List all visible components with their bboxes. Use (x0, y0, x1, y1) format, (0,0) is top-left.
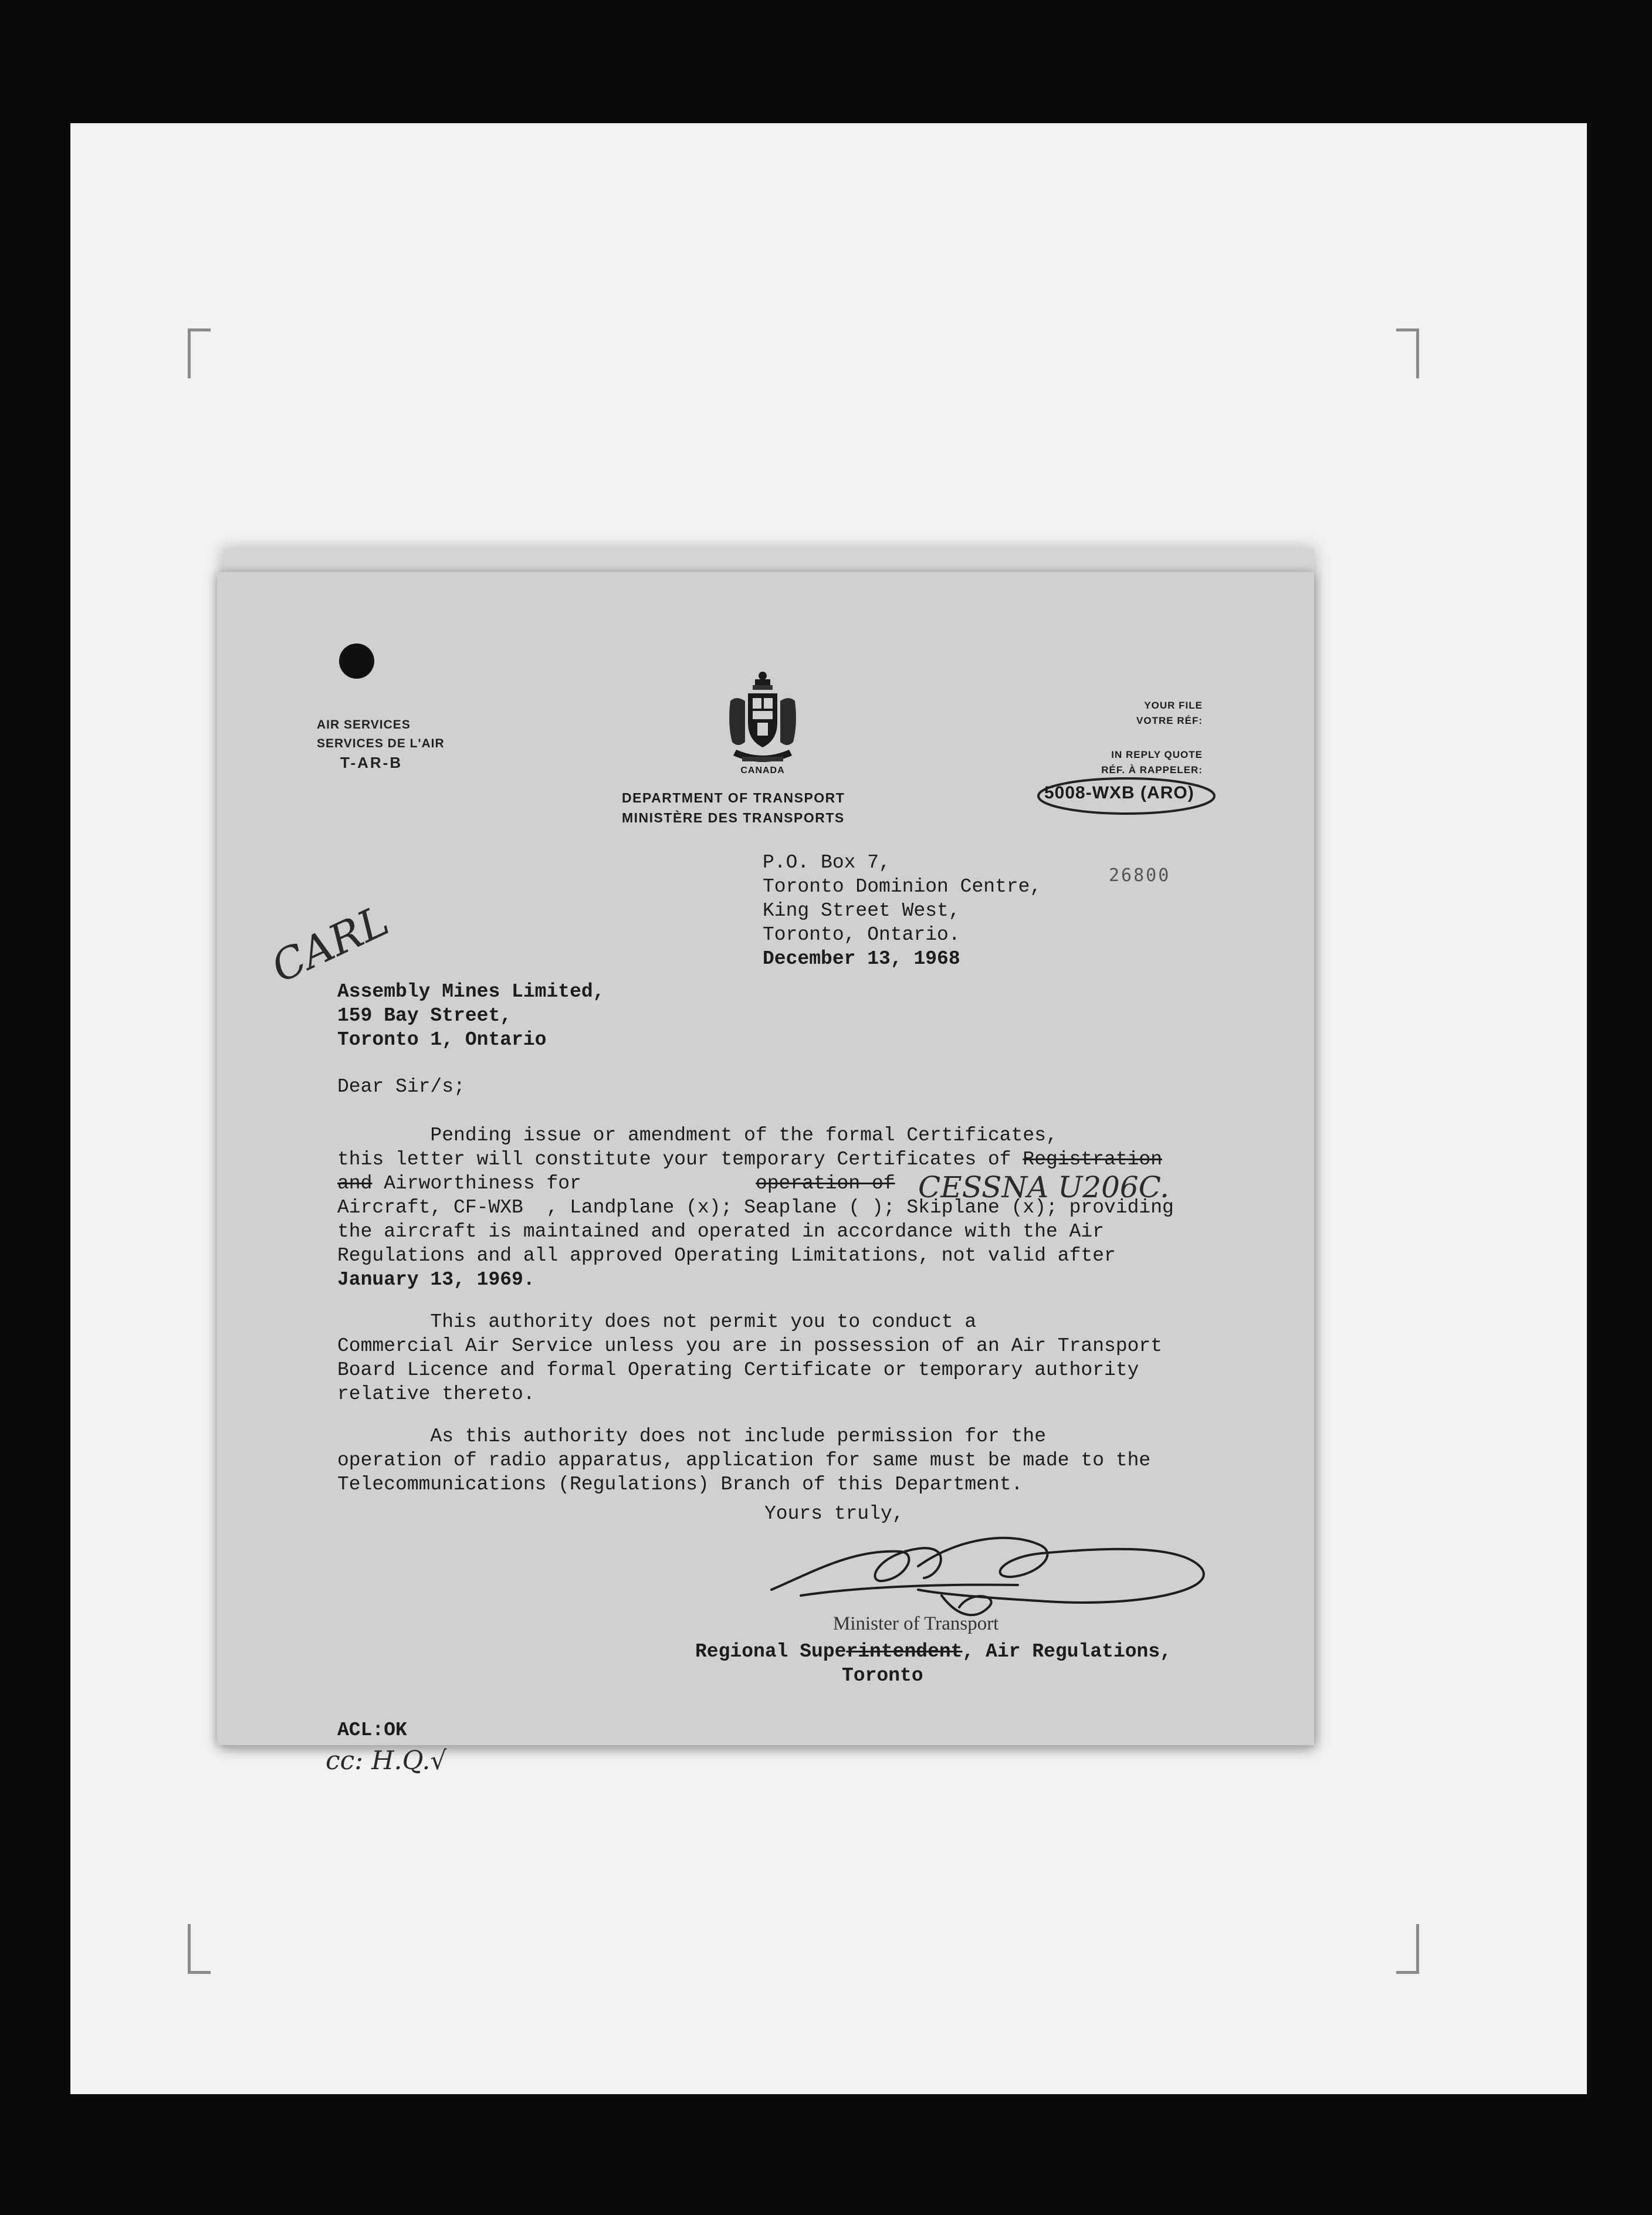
p2-line: relative thereto. (337, 1383, 535, 1405)
signer-printed-name: Minister of Transport (833, 1613, 999, 1634)
letterhead-right (1101, 698, 1203, 778)
p1-line (337, 1171, 895, 1195)
p1-text: this letter will constitute your temporary Certificates of (337, 1149, 1023, 1170)
p1-text: Airworthiness for (372, 1173, 756, 1194)
letterhead-left (317, 716, 445, 772)
recipient-address (337, 980, 604, 1052)
p1-line: Aircraft, CF-WXB , Landplane (x); Seaplane ( ); Skiplane (x); providing (337, 1197, 1174, 1218)
sender-address (763, 851, 1041, 971)
p1-line: January 13, 1969. (337, 1269, 535, 1291)
sender-line: P.O. Box 7, (763, 852, 891, 873)
your-file-label: YOUR FILE (1144, 700, 1203, 711)
struck-text: operation of (755, 1173, 895, 1194)
handwritten-note: CARL (264, 895, 397, 993)
stamp-number: 26800 (1109, 865, 1171, 886)
coat-of-arms-icon (719, 669, 807, 766)
crop-mark-bottom-right (1396, 1924, 1419, 1974)
signer-title-part: , Air Regulations, (962, 1641, 1172, 1662)
typist-initials: ACL:OK (337, 1719, 407, 1741)
struck-text: and (337, 1173, 373, 1194)
country-label: CANADA (740, 766, 785, 775)
struck-text: Registration (1023, 1149, 1163, 1170)
salutation: Dear Sir/s; (337, 1076, 465, 1098)
letterhead-left-line-1: AIR SERVICES (317, 718, 411, 731)
recipient-line: Assembly Mines Limited, (337, 981, 605, 1002)
signer-title-part: Regional Supe (695, 1641, 847, 1662)
aircraft-type-handwritten: CESSNA U206C. (918, 1170, 1170, 1204)
department-en: DEPARTMENT OF TRANSPORT (622, 790, 845, 805)
p2-line: Board Licence and formal Operating Certificate or temporary authority (337, 1359, 1139, 1381)
reply-quote-label: IN REPLY QUOTE (1111, 749, 1203, 760)
p3-line: As this authority does not include permission for the (337, 1425, 1046, 1447)
reference-number: 5008-WXB (ARO) (1044, 783, 1194, 802)
signer-title (695, 1640, 1172, 1664)
recipient-line: Toronto 1, Ontario (337, 1029, 547, 1051)
department-fr: MINISTÈRE DES TRANSPORTS (622, 810, 845, 825)
p3-line: Telecommunications (Regulations) Branch of this Department. (337, 1474, 1023, 1495)
ref-rappeler-label: RÉF. À RAPPELER: (1101, 764, 1203, 775)
department-name (622, 788, 845, 828)
struck-text: rintendent (846, 1641, 963, 1662)
signer-city: Toronto (842, 1665, 923, 1686)
letter-page (217, 572, 1314, 1776)
letter-date: December 13, 1968 (763, 948, 960, 970)
crop-mark-bottom-left (188, 1924, 211, 1974)
p2-line: Commercial Air Service unless you are in possession of an Air Transport (337, 1335, 1163, 1357)
letterhead-code: T-AR-B (340, 754, 403, 771)
signature (766, 1525, 1223, 1628)
sender-line: King Street West, (763, 900, 960, 922)
sender-line: Toronto Dominion Centre, (763, 876, 1042, 897)
p1-line: the aircraft is maintained and operated in accordance with the Air (337, 1221, 1105, 1242)
p1-line: Pending issue or amendment of the formal Certificates, (337, 1125, 1058, 1146)
crop-mark-top-left (188, 328, 211, 378)
sender-line: Toronto, Ontario. (763, 924, 960, 946)
recipient-line: 159 Bay Street, (337, 1005, 512, 1027)
votre-ref-label: VOTRE RÉF: (1136, 715, 1203, 726)
p1-line (337, 1147, 1162, 1171)
p2-line: This authority does not permit you to conduct a (337, 1311, 977, 1333)
closing: Yours truly, (764, 1503, 904, 1525)
cc-handwritten: cc: H.Q.√ (326, 1746, 447, 1776)
p1-line: Regulations and all approved Operating Limitations, not valid after (337, 1245, 1116, 1266)
p3-line: operation of radio apparatus, application for same must be made to the (337, 1449, 1151, 1471)
punch-hole (339, 643, 374, 679)
letterhead-left-line-2: SERVICES DE L'AIR (317, 737, 445, 750)
crop-mark-top-right (1396, 328, 1419, 378)
